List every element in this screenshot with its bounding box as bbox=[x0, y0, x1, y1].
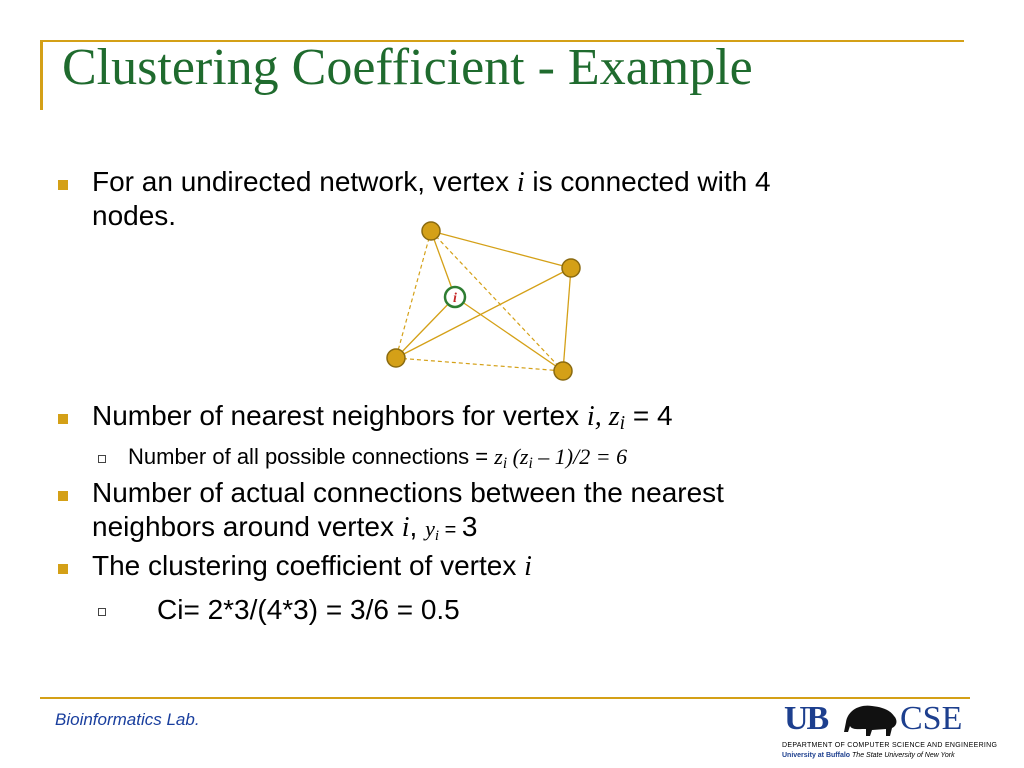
bullet-3-var-i: i bbox=[401, 512, 410, 543]
sub-bullet-1-text bbox=[128, 444, 627, 477]
bullet-square-icon bbox=[58, 180, 68, 190]
node-left bbox=[387, 349, 405, 367]
sub-bullet-1-text-a: Number of all possible connections = bbox=[128, 444, 495, 469]
bullet-4-text bbox=[92, 549, 532, 584]
node-top bbox=[422, 222, 440, 240]
bullet-2-text bbox=[92, 399, 673, 441]
sub-bullet-1-expr-c: – 1)/2 = 6 bbox=[532, 444, 628, 469]
bullet-1-text-b: is connected with 4 bbox=[524, 166, 771, 197]
logo-university-rest: The State University of New York bbox=[850, 752, 955, 759]
bullet-1-var-i: i bbox=[516, 167, 525, 198]
edge-center-bottomright bbox=[455, 297, 563, 371]
bullet-square-icon bbox=[58, 491, 68, 501]
logo-university bbox=[782, 752, 955, 759]
hollow-square-bullet-icon bbox=[98, 455, 106, 463]
bullet-1-text bbox=[92, 165, 771, 200]
sub-bullet-2-text: Ci= 2*3/(4*3) = 3/6 = 0.5 bbox=[157, 594, 460, 625]
sub-bullet-1-expr-a: z bbox=[494, 444, 503, 469]
bison-icon bbox=[842, 702, 900, 738]
slide-title: Clustering Coefficient - Example bbox=[62, 39, 753, 96]
edge-left-right bbox=[396, 268, 571, 358]
node-bottom-right bbox=[554, 362, 572, 380]
bullet-2-var: i, z bbox=[586, 401, 620, 432]
footer-divider bbox=[40, 697, 970, 699]
bullet-2-text-b: = 4 bbox=[625, 400, 673, 431]
node-right bbox=[562, 259, 580, 277]
logo-ub-text: UB bbox=[784, 700, 828, 737]
bullet-3-comma: , bbox=[409, 511, 426, 542]
bullet-4-var-i: i bbox=[524, 551, 532, 582]
title-accent-bar-vertical bbox=[40, 40, 43, 110]
bullet-3-eq: = bbox=[439, 519, 462, 541]
dashed-edge-top-left bbox=[396, 231, 431, 358]
sub-bullet-1-expr-b: (z bbox=[507, 444, 529, 469]
bullet-3-text-a: Number of actual connections between the nearest bbox=[92, 477, 724, 508]
logo-university-bold: University at Buffalo bbox=[782, 752, 851, 759]
logo-department: DEPARTMENT OF COMPUTER SCIENCE AND ENGINEERING bbox=[782, 742, 998, 749]
bullet-3-value: 3 bbox=[461, 511, 478, 542]
edge-right-bottomright bbox=[563, 268, 571, 371]
hollow-square-bullet-icon bbox=[98, 608, 106, 616]
network-graph bbox=[380, 215, 590, 385]
logo-cse-text: CSE bbox=[900, 700, 963, 737]
bullet-1-text-a: For an undirected network, vertex bbox=[92, 166, 517, 197]
bullet-4-text-a: The clustering coefficient of vertex bbox=[92, 550, 525, 581]
bullet-3-text-b: neighbors around vertex bbox=[92, 511, 402, 542]
dashed-edge-left-bottomright bbox=[396, 358, 563, 371]
sub-bullet-1-sub-a: i bbox=[502, 455, 508, 472]
node-center-label: i bbox=[453, 291, 457, 306]
bullet-3-sub-y: i bbox=[434, 528, 440, 544]
bullet-2-text-a: Number of nearest neighbors for vertex bbox=[92, 400, 587, 431]
bullet-3-var-y: y bbox=[425, 516, 435, 541]
bullet-square-icon bbox=[58, 564, 68, 574]
ub-cse-logo bbox=[780, 700, 998, 762]
bullet-2-sub: i bbox=[619, 413, 626, 434]
sub-bullet-1-sub-b: i bbox=[528, 455, 533, 472]
footer-lab-name: Bioinformatics Lab. bbox=[55, 710, 200, 729]
bullet-square-icon bbox=[58, 414, 68, 424]
bullet-1-text-c: nodes. bbox=[92, 200, 177, 231]
bullet-3-text-line2 bbox=[92, 510, 477, 553]
edge-top-right bbox=[431, 231, 571, 268]
